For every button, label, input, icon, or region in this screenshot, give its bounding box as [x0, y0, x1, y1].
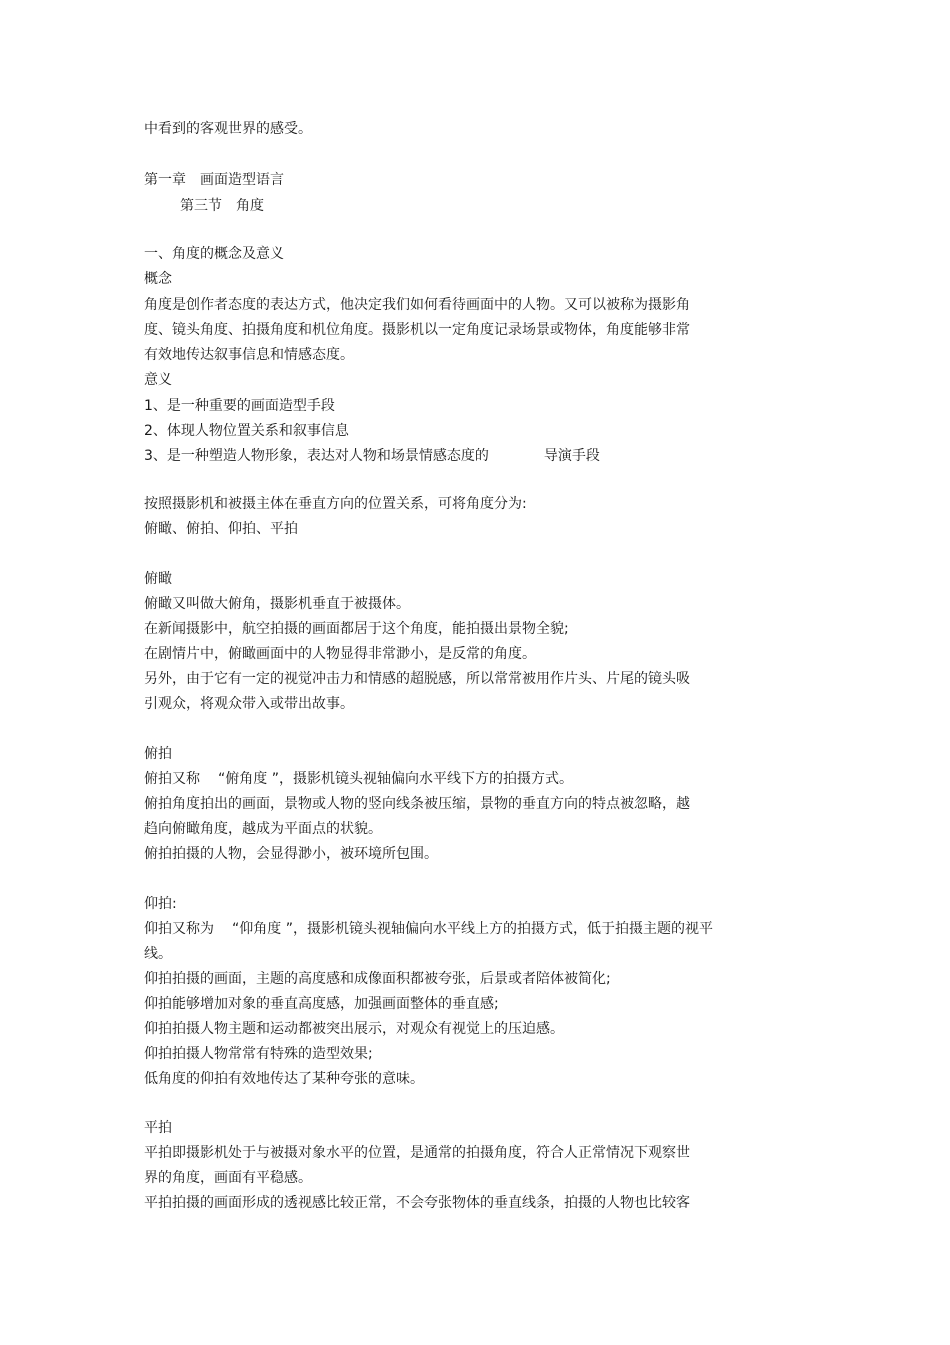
text-line — [144, 520, 298, 538]
text-line — [144, 770, 573, 788]
chapter-heading — [144, 171, 284, 189]
text-line — [144, 321, 690, 339]
text-run: 中看到的客观世界的感受。 — [144, 121, 312, 137]
text-run: 导演手段 — [543, 448, 600, 464]
text-line — [144, 795, 690, 813]
text-line — [144, 1070, 424, 1088]
text-run: 平拍拍摄的画面形成的透视感比较正常，不会夸张物体的垂直线条，拍摄的人物也比较客 — [144, 1195, 690, 1211]
text-run: 1、是一种重要的画面造型手段 — [144, 398, 335, 414]
text-run: 另外，由于它有一定的视觉冲击力和情感的超脱感，所以常常被用作片头、片尾的镜头吸 — [144, 671, 690, 687]
text-line — [144, 920, 713, 938]
list-item — [144, 422, 349, 440]
text-line — [144, 695, 354, 713]
text-line — [144, 1045, 373, 1063]
chapter-number: 第一章 — [144, 172, 186, 188]
text-run: 概念 — [144, 271, 172, 287]
text-line — [144, 820, 382, 838]
text-run: “俯角度 ”，摄影机镜头视轴偏向水平线下方的拍摄方式。 — [218, 771, 573, 787]
list-item — [144, 397, 335, 415]
subheading — [144, 270, 172, 288]
text-run: 线。 — [144, 946, 172, 962]
text-run: 界的角度，画面有平稳感。 — [144, 1170, 312, 1186]
text-run: 俯拍 — [144, 746, 172, 762]
text-line — [144, 346, 354, 364]
text-run: 仰拍: — [144, 896, 177, 912]
subheading — [144, 570, 172, 588]
text-run: 3、是一种塑造人物形象，表达对人物和场景情感态度的 — [144, 448, 489, 464]
text-run: 平拍 — [144, 1120, 172, 1136]
text-run: 按照摄影机和被摄主体在垂直方向的位置关系，可将角度分为: — [144, 496, 527, 512]
text-run: 仰拍拍摄人物常常有特殊的造型效果; — [144, 1046, 373, 1062]
text-run: “仰角度 ”，摄影机镜头视轴偏向水平线上方的拍摄方式，低于拍摄主题的视平 — [232, 921, 713, 937]
text-line — [144, 645, 536, 663]
text-run: 在剧情片中，俯瞰画面中的人物显得非常渺小，是反常的角度。 — [144, 646, 536, 662]
section-title: 角度 — [236, 198, 264, 214]
text-run: 仰拍能够增加对象的垂直高度感，加强画面整体的垂直感; — [144, 996, 499, 1012]
chapter-title: 画面造型语言 — [200, 172, 284, 188]
text-run: 俯瞰又叫做大俯角，摄影机垂直于被摄体。 — [144, 596, 410, 612]
text-run: 俯拍拍摄的人物，会显得渺小，被环境所包围。 — [144, 846, 438, 862]
text-line — [144, 620, 569, 638]
subheading — [144, 1119, 172, 1137]
text-line — [144, 1194, 690, 1212]
text-run: 平拍即摄影机处于与被摄对象水平的位置，是通常的拍摄角度，符合人正常情况下观察世 — [144, 1145, 690, 1161]
text-line — [144, 296, 690, 314]
subheading — [144, 745, 172, 763]
text-line — [144, 1169, 312, 1187]
text-run: 趋向俯瞰角度，越成为平面点的状貌。 — [144, 821, 382, 837]
text-run: 意义 — [144, 372, 172, 388]
text-run: 有效地传达叙事信息和情感态度。 — [144, 347, 354, 363]
text-line — [144, 945, 172, 963]
text-run: 仰拍拍摄人物主题和运动都被突出展示，对观众有视觉上的压迫感。 — [144, 1021, 564, 1037]
text-line — [144, 845, 438, 863]
text-run: 俯拍又称 — [144, 771, 200, 787]
subheading — [144, 895, 177, 913]
text-run: 俯拍角度拍出的画面，景物或人物的竖向线条被压缩，景物的垂直方向的特点被忽略，越 — [144, 796, 690, 812]
section-heading — [180, 197, 264, 215]
text-line — [144, 995, 499, 1013]
section-number: 第三节 — [180, 198, 222, 214]
text-line — [144, 1020, 564, 1038]
text-line — [144, 120, 312, 138]
text-line — [144, 670, 690, 688]
text-line — [144, 1144, 690, 1162]
text-run: 2、体现人物位置关系和叙事信息 — [144, 423, 349, 439]
text-line — [144, 495, 527, 513]
text-run: 俯瞰 — [144, 571, 172, 587]
text-line — [144, 970, 611, 988]
subheading — [144, 245, 284, 263]
text-run: 角度是创作者态度的表达方式，他决定我们如何看待画面中的人物。又可以被称为摄影角 — [144, 297, 690, 313]
text-run: 引观众，将观众带入或带出故事。 — [144, 696, 354, 712]
text-run: 俯瞰、俯拍、仰拍、平拍 — [144, 521, 298, 537]
subheading — [144, 371, 172, 389]
text-line — [144, 595, 410, 613]
text-run: 低角度的仰拍有效地传达了某种夸张的意味。 — [144, 1071, 424, 1087]
text-run: 在新闻摄影中，航空拍摄的画面都居于这个角度，能拍摄出景物全貌; — [144, 621, 569, 637]
text-run: 仰拍拍摄的画面，主题的高度感和成像面积都被夸张，后景或者陪体被简化; — [144, 971, 611, 987]
text-run: 仰拍又称为 — [144, 921, 214, 937]
text-run: 度、镜头角度、拍摄角度和机位角度。摄影机以一定角度记录场景或物体，角度能够非常 — [144, 322, 690, 338]
text-run: 一、角度的概念及意义 — [144, 246, 284, 262]
list-item — [144, 447, 600, 465]
